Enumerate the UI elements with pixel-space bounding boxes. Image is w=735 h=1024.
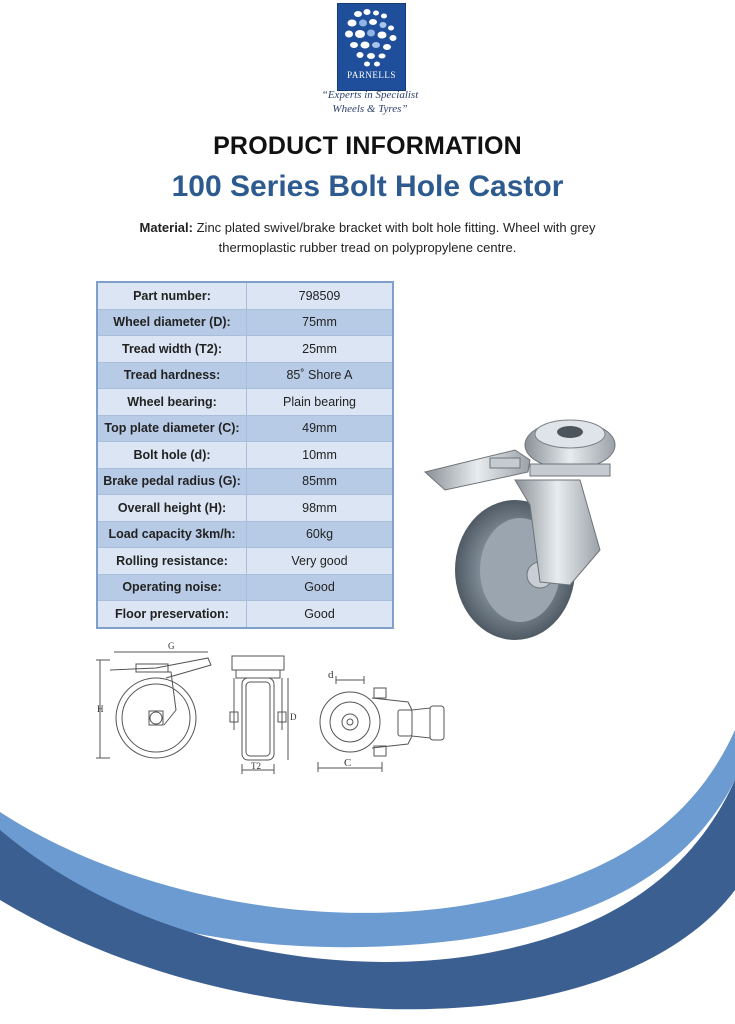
product-title: 100 Series Bolt Hole Castor	[171, 170, 564, 203]
material-description	[120, 218, 615, 258]
label-g: G	[168, 641, 175, 651]
table-row	[97, 415, 393, 442]
table-row	[97, 362, 393, 389]
spec-label: Operating noise:	[97, 574, 247, 601]
spec-label: Brake pedal radius (G):	[97, 468, 247, 495]
table-row	[97, 574, 393, 601]
spec-value: Good	[247, 574, 394, 601]
label-d-lower: d	[328, 669, 334, 681]
spec-label: Rolling resistance:	[97, 548, 247, 575]
page-heading: PRODUCT INFORMATION	[213, 132, 522, 160]
table-row	[97, 468, 393, 495]
spec-label: Top plate diameter (C):	[97, 415, 247, 442]
spec-label: Tread width (T2):	[97, 336, 247, 363]
spec-value: 49mm	[247, 415, 394, 442]
table-row	[97, 495, 393, 522]
spec-table	[96, 281, 394, 629]
tagline-line-2: Wheels & Tyres”	[332, 103, 408, 115]
decorative-waves	[0, 720, 735, 1024]
label-h: H	[97, 704, 104, 714]
spec-value: Very good	[247, 548, 394, 575]
table-row	[97, 521, 393, 548]
spec-value: 798509	[247, 282, 394, 309]
label-d-upper: D	[290, 712, 297, 722]
logo-pebbles-icon	[338, 4, 405, 70]
spec-label: Wheel bearing:	[97, 389, 247, 416]
spec-value: 10mm	[247, 442, 394, 469]
table-row	[97, 336, 393, 363]
company-logo	[337, 3, 406, 91]
spec-label: Load capacity 3km/h:	[97, 521, 247, 548]
spec-value: 60kg	[247, 521, 394, 548]
table-row	[97, 548, 393, 575]
label-t2: T2	[251, 761, 261, 771]
table-row	[97, 389, 393, 416]
material-label: Material:	[139, 220, 193, 235]
castor-photo	[420, 410, 645, 645]
material-text: Zinc plated swivel/brake bracket with bolt hole fitting. Wheel with grey thermoplastic rubber tread on polypropylene centre.	[196, 220, 596, 255]
spec-value: Good	[247, 601, 394, 628]
spec-value: 25mm	[247, 336, 394, 363]
logo-name: PARNELLS	[347, 70, 396, 80]
table-row	[97, 601, 393, 628]
spec-value: 98mm	[247, 495, 394, 522]
table-row	[97, 442, 393, 469]
spec-label: Overall height (H):	[97, 495, 247, 522]
spec-label: Bolt hole (d):	[97, 442, 247, 469]
label-c: C	[344, 757, 352, 769]
spec-label: Tread hardness:	[97, 362, 247, 389]
spec-value: Plain bearing	[247, 389, 394, 416]
spec-label: Part number:	[97, 282, 247, 309]
spec-value: 85mm	[247, 468, 394, 495]
spec-label: Wheel diameter (D):	[97, 309, 247, 336]
table-row	[97, 309, 393, 336]
spec-label: Floor preservation:	[97, 601, 247, 628]
spec-value: 85˚ Shore A	[247, 362, 394, 389]
table-row	[97, 282, 393, 309]
tagline-line-1: “Experts in Specialist	[321, 89, 419, 101]
spec-value: 75mm	[247, 309, 394, 336]
